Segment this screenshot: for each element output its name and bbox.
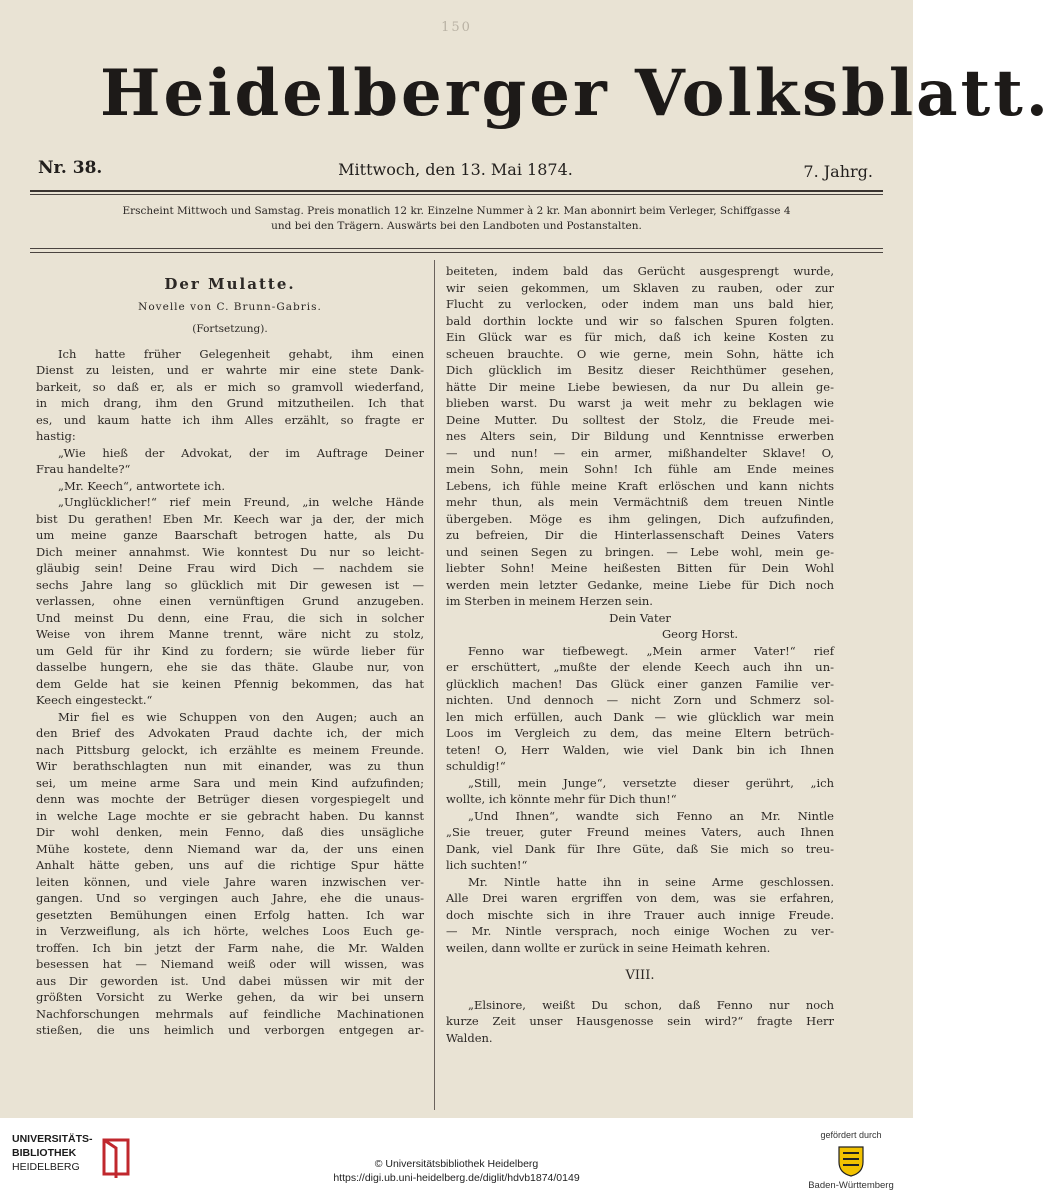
text-line: Mühe kostete, denn Niemand war da, der uns einen [36, 841, 424, 856]
subscription-info-line: und bei den Trägern. Auswärts bei den Landboten und Postanstalten. [271, 220, 642, 232]
text-line: sechs Jahre lang so glücklich mit Dir gewesen ist — [36, 577, 424, 592]
text-line: Walden. [446, 1030, 493, 1045]
text-line: Wir berathschlagten nun mit einander, was zu thun [36, 759, 424, 773]
text-line: aus Dir geworden ist. Und dabei müssen wir mit der [36, 973, 424, 988]
text-line: Alle Drei waren ergriffen von dem, was sie erfahren, [446, 891, 834, 905]
text-line: beiteten, indem bald das Gerücht ausgesprengt wurde, [446, 264, 834, 278]
text-line: nach Pittsburg gelockt, ich erzählte es meinem Freunde. [36, 742, 424, 757]
text-line: — Mr. Nintle versprach, noch einige Wochen zu ver- [446, 924, 834, 938]
text-line: Dich glücklich im Besitz dieser Reichthümer gesehen, [446, 363, 834, 377]
page-number: 150 [441, 20, 472, 35]
text-line: denn was mochte der Betrüger diesen vorgespiegelt und [36, 792, 424, 806]
text-line: im Sterben in meinem Herzen sein. [446, 594, 653, 608]
text-line: hastig: [36, 429, 76, 443]
text-line: Fenno war tiefbewegt. „Mein armer Vater!“ rief [468, 643, 834, 658]
text-line: den Brief des Advokaten Praud dachte ich, der mich [36, 726, 424, 740]
header-rule-thin [30, 194, 883, 195]
text-line: mehr thun, als mein Vermächtniß dem treuen Nintle [446, 495, 834, 509]
text-line: werden mein letzter Gedanke, meine Liebe für Dich noch [446, 577, 834, 592]
text-line: zu befreien, Dir die Hinterlassenschaft Deines Vaters [446, 528, 834, 542]
text-line: barkeit, so daß er, als er mich so gramvoll wiederfand, [36, 379, 424, 394]
subscription-info [32, 204, 881, 234]
text-line: Ich hatte früher Gelegenheit gehabt, ihm einen [58, 346, 424, 361]
text-line: mein Sohn, mein Sohn! Ich fühle am Ende meines [446, 462, 834, 476]
text-line: „Sie treuer, guter Freund meines Vaters, auch Ihnen [446, 825, 834, 839]
text-line: in Verzweiflung, als ich hörte, welches Loos Euch ge- [36, 924, 424, 938]
text-line: Dank, viel Dank für Ihre Güte, daß Sie mich so treu- [446, 841, 834, 856]
baden-wuerttemberg-crest-icon [836, 1144, 866, 1178]
text-line: gesetzten Bemühungen einen Erfolg hatten. Ich war [36, 907, 424, 922]
text-line: es, und kaum hatte ich ihm Alles erzählt, so fragte er [36, 412, 424, 427]
text-line: blieben warst. Du warst ja weit mehr zu beklagen wie [446, 396, 834, 410]
text-line: Lebens, ich fühle meine Kraft erlöschen und kann nichts [446, 478, 834, 493]
text-line: „Und Ihnen“, wandte sich Fenno an Mr. Nintle [468, 808, 834, 823]
text-line: Weise von ihrem Manne trennt, wäre nicht zu stolz, [36, 627, 424, 641]
text-line: liebter Sohn! Meine heißesten Bitten für Dein Wohl [446, 561, 834, 575]
text-line: leiten können, und viele Jahre waren inzwischen ver- [36, 874, 424, 889]
text-line: verlassen, ohne einen vernünftigen Grund anzugeben. [36, 594, 424, 608]
text-line: in welche Lage mochte er sie gebracht haben. Du kannst [36, 808, 424, 823]
text-line: Deine Mutter. Du solltest der Stolz, die Freude mei- [446, 412, 834, 427]
left-column-body [36, 346, 424, 1039]
text-line: wir seien gekommen, um Sklaven zu rauben, oder zur [446, 280, 834, 295]
text-line: weilen, dann wollte er zurück in seine Heimath kehren. [446, 940, 771, 955]
text-line: „Still, mein Junge“, versetzte dieser gerührt, „ich [468, 775, 834, 790]
issue-row [38, 158, 873, 188]
text-line: troffen. Ich bin jetzt der Farm nahe, die Mr. Walden [36, 940, 424, 955]
text-line: Nachforschungen mehrmals auf feindliche Machinationen [36, 1006, 424, 1021]
text-line: „Elsinore, weißt Du schon, daß Fenno nur noch [468, 997, 834, 1012]
text-line: Dich meiner annahmst. Wie konntest Du nur so leicht- [36, 544, 424, 559]
text-line: gangen. Und so vergingen auch Jahre, ehe die unaus- [36, 891, 424, 905]
text-line: dasselbe hungern, ehe sie das thäte. Glaube nur, von [36, 660, 424, 674]
column-divider [434, 260, 435, 1110]
text-line: Ein Glück war es für mich, daß ich keine Kosten zu [446, 330, 834, 344]
footer [0, 1118, 913, 1193]
text-line: — und nun! — ein armer, mißhandelter Sklave! O, [446, 445, 834, 460]
text-line: schuldig!“ [446, 759, 506, 773]
text-line: um meine ganze Baarschaft betrogen hatte, als Du [36, 528, 424, 542]
masthead-title: Heidelberger Volksblatt. [100, 56, 1051, 131]
funder-block[interactable] [801, 1130, 901, 1191]
text-line: Loos im Vergleich zu dem, das meine Eltern betrüch- [446, 726, 834, 740]
right-column-letter [446, 263, 834, 610]
text-line: er erschüttert, „mußte der elende Keech auch ihn un- [446, 660, 834, 674]
text-line: len mich erfüllen, auch Dank — wie glücklich war mein [446, 709, 834, 724]
issue-number: Nr. 38. [38, 158, 103, 178]
text-line: Mr. Nintle hatte ihn in seine Arme geschlossen. [468, 874, 834, 889]
subscription-info-line: Erscheint Mittwoch und Samstag. Preis monatlich 12 kr. Einzelne Nummer à 2 kr. Man abonnirt beim Verleger, Schiffgasse 4 [122, 205, 791, 217]
text-line: und seinen Segen zu bringen. — Lebe wohl, mein ge- [446, 544, 834, 559]
text-line: dem Gelde hat sie keinen Pfennig bekommen, das hat [36, 676, 424, 691]
text-line: in mich drang, ihm den Grund mitzutheilen. Ich that [36, 396, 424, 410]
section-number: VIII. [625, 968, 655, 983]
funded-by-label: gefördert durch [820, 1130, 882, 1140]
right-column-dialogue [446, 643, 834, 957]
text-line: nes Alters sein, Dir Bildung und Kenntnisse erwerben [446, 429, 834, 443]
text-line: teten! O, Herr Walden, wie viel Dank bin ich Ihnen [446, 742, 834, 757]
copyright-notice: © Universitätsbibliothek Heidelberg [374, 1158, 539, 1170]
text-line: bald dorthin lockte und wir so falschen Spuren folgten. [446, 313, 834, 328]
text-line: bist Du gerathen! Eben Mr. Keech war ja der, der mich [36, 511, 424, 526]
text-line: „Unglücklicher!“ rief mein Freund, „in welche Hände [58, 495, 424, 509]
text-line: scheuen brauchte. O wie gerne, mein Sohn, hätte ich [446, 346, 834, 361]
volume-year: 7. Jahrg. [803, 162, 873, 181]
text-line: Flucht zu verlocken, oder indem man uns bald hier, [446, 297, 834, 311]
text-line: Und meinst Du denn, eine Frau, die sich in solcher [36, 610, 424, 625]
text-line: Mir fiel es wie Schuppen von den Augen; auch an [58, 709, 424, 724]
right-column-section-viii [446, 997, 834, 1047]
article-subtitle: Novelle von C. Brunn-Gabris. [138, 300, 322, 313]
article-continuation: (Fortsetzung). [192, 323, 268, 335]
text-line: größten Vorsicht zu Werke gehen, da wir bei unsern [36, 990, 424, 1004]
text-line: Dir wohl denken, mein Fenno, daß dies unsägliche [36, 825, 424, 839]
text-line: Frau handelte?“ [36, 462, 131, 476]
left-column [36, 262, 424, 1039]
section-rule [30, 248, 883, 249]
letter-signature-name: Georg Horst. [661, 627, 739, 641]
funder-name: Baden-Württemberg [808, 1180, 894, 1191]
text-line: kurze Zeit unser Hausgenosse sein wird?“ fragte Herr [446, 1014, 834, 1028]
ub-logo-line: UNIVERSITÄTS- [12, 1133, 93, 1145]
text-line: besessen hat — Niemand weiß oder will wissen, was [36, 957, 424, 971]
issue-date: Mittwoch, den 13. Mai 1874. [338, 160, 573, 179]
text-line: hätte Dir meine Liebe bewiesen, da nur Du allein ge- [446, 379, 834, 394]
text-line: nichten. Und dennoch — nicht Zorn und Schmerz sol- [446, 693, 834, 707]
text-line: stießen, die uns heimlich und verborgen entgegen ar- [36, 1023, 424, 1037]
text-line: Keech eingesteckt.“ [36, 693, 153, 707]
text-line: Dienst zu leisten, und er wahrte mir eine stete Dank- [36, 363, 424, 377]
text-line: wollte, ich könnte mehr für Dich thun!“ [446, 792, 677, 806]
text-line: übergeben. Möge es ihm gelingen, Dich aufzufinden, [446, 511, 834, 526]
text-line: „Wie hieß der Advokat, der im Auftrage Deiner [58, 445, 424, 460]
right-column [446, 263, 834, 1046]
text-line: sei, um meine arme Sara und mein Kind aufzufinden; [36, 775, 424, 790]
letter-signature-closing: Dein Vater [609, 610, 671, 625]
text-line: um Geld für ihr Kind zu fordern; sie würde lieber für [36, 643, 424, 658]
text-line: Anhalt hätte geben, uns auf die richtige Spur hätte [36, 858, 424, 872]
text-line: doch mischte sich in ihre Trauer auch innige Freude. [446, 907, 834, 922]
ub-logo-line: HEIDELBERG [12, 1161, 80, 1173]
ub-logo-line: BIBLIOTHEK [12, 1147, 77, 1159]
text-line: glücklich machen! Das Glück einer ganzen Familie ver- [446, 676, 834, 691]
header-rule [30, 190, 883, 192]
permalink[interactable]: https://digi.ub.uni-heidelberg.de/diglit/hdvb1874/0149 [333, 1172, 580, 1184]
text-line: „Mr. Keech“, antwortete ich. [58, 478, 226, 493]
text-line: gläubig sein! Deine Frau wird Dich — nachdem sie [36, 561, 424, 575]
text-line: lich suchten!“ [446, 858, 528, 872]
section-rule-thin [30, 252, 883, 253]
article-title: Der Mulatte. [164, 275, 296, 293]
